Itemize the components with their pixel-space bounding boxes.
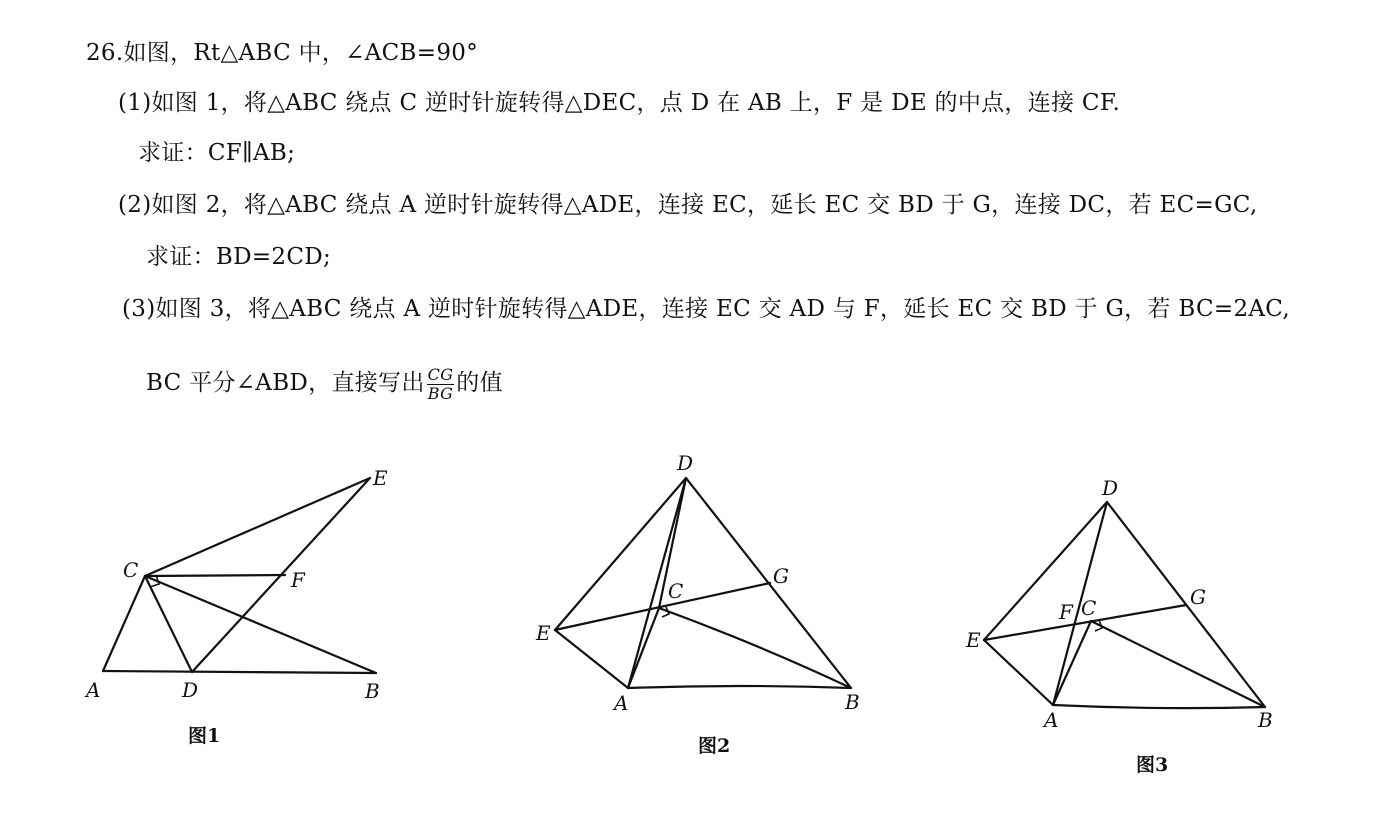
part3-cont-pre: BC 平分∠ABD，直接写出 [146, 370, 425, 396]
fig2-label-c: C [668, 579, 684, 603]
fig1-segment-cf [145, 575, 285, 576]
part3-text: (3)如图 3，将△ABC 绕点 A 逆时针旋转得△ADE，连接 EC 交 AD 与 F，延长 EC 交 BD 于 G，若 BC=2AC, [122, 296, 1290, 322]
part3-cont-post: 的值 [456, 370, 503, 396]
fig1-label-a: A [86, 678, 101, 702]
fig2-segment-ab [628, 686, 851, 688]
fig2-label-g: G [773, 564, 789, 588]
problem-title: 26.如图，Rt△ABC 中，∠ACB=90° [86, 40, 478, 66]
part1-text: (1)如图 1，将△ABC 绕点 C 逆时针旋转得△DEC，点 D 在 AB 上，F 是 DE 的中点，连接 CF. [118, 90, 1121, 116]
fig3-label-d: D [1102, 476, 1119, 500]
fig2-segment-ea [555, 630, 628, 688]
fig1-label-e: E [373, 466, 388, 490]
fig2-segment-ac [628, 608, 659, 688]
fig3-segment-ab [1053, 705, 1265, 708]
fig1-segment-ce [145, 478, 370, 576]
fraction-denominator: BG [427, 383, 454, 403]
fig3-label-f: F [1059, 600, 1073, 624]
fig3-label-a: A [1044, 708, 1059, 732]
fig1-segment-cd [145, 576, 192, 672]
fig3-label-c: C [1081, 596, 1097, 620]
fig2-label-e: E [536, 621, 551, 645]
part2-text: (2)如图 2，将△ABC 绕点 A 逆时针旋转得△ADE，连接 EC，延长 EC 交 BD 于 G，连接 DC，若 EC=GC, [118, 192, 1258, 218]
fig3-label-b: B [1258, 708, 1273, 732]
fig2-label-d: D [677, 451, 694, 475]
part1-prove: 求证：CF∥AB; [138, 140, 296, 166]
fig2-segment-cb [659, 608, 851, 688]
fig2-label-b: B [845, 690, 860, 714]
fig2-caption: 图2 [698, 735, 731, 757]
part2-prove: 求证：BD=2CD; [146, 244, 332, 270]
fig1-segment-ac [103, 576, 145, 671]
figure-3 [965, 476, 1273, 776]
fig3-label-g: G [1190, 585, 1206, 609]
fig3-caption: 图3 [1136, 754, 1169, 776]
fig1-label-b: B [365, 679, 380, 703]
figure-2 [535, 451, 860, 757]
figure-1 [84, 466, 388, 747]
fig1-segment-ab [103, 671, 376, 673]
fig1-label-d: D [182, 678, 199, 702]
fig3-label-e: E [966, 628, 981, 652]
fig1-caption: 图1 [188, 725, 221, 747]
fig3-segment-ea [984, 640, 1053, 705]
fig1-label-c: C [123, 558, 139, 582]
fig3-segment-cb [1091, 621, 1265, 707]
fraction-numerator: CG [427, 364, 454, 384]
fig1-label-f: F [291, 568, 305, 592]
fig2-label-a: A [614, 691, 629, 715]
fig1-segment-cb [145, 576, 376, 673]
